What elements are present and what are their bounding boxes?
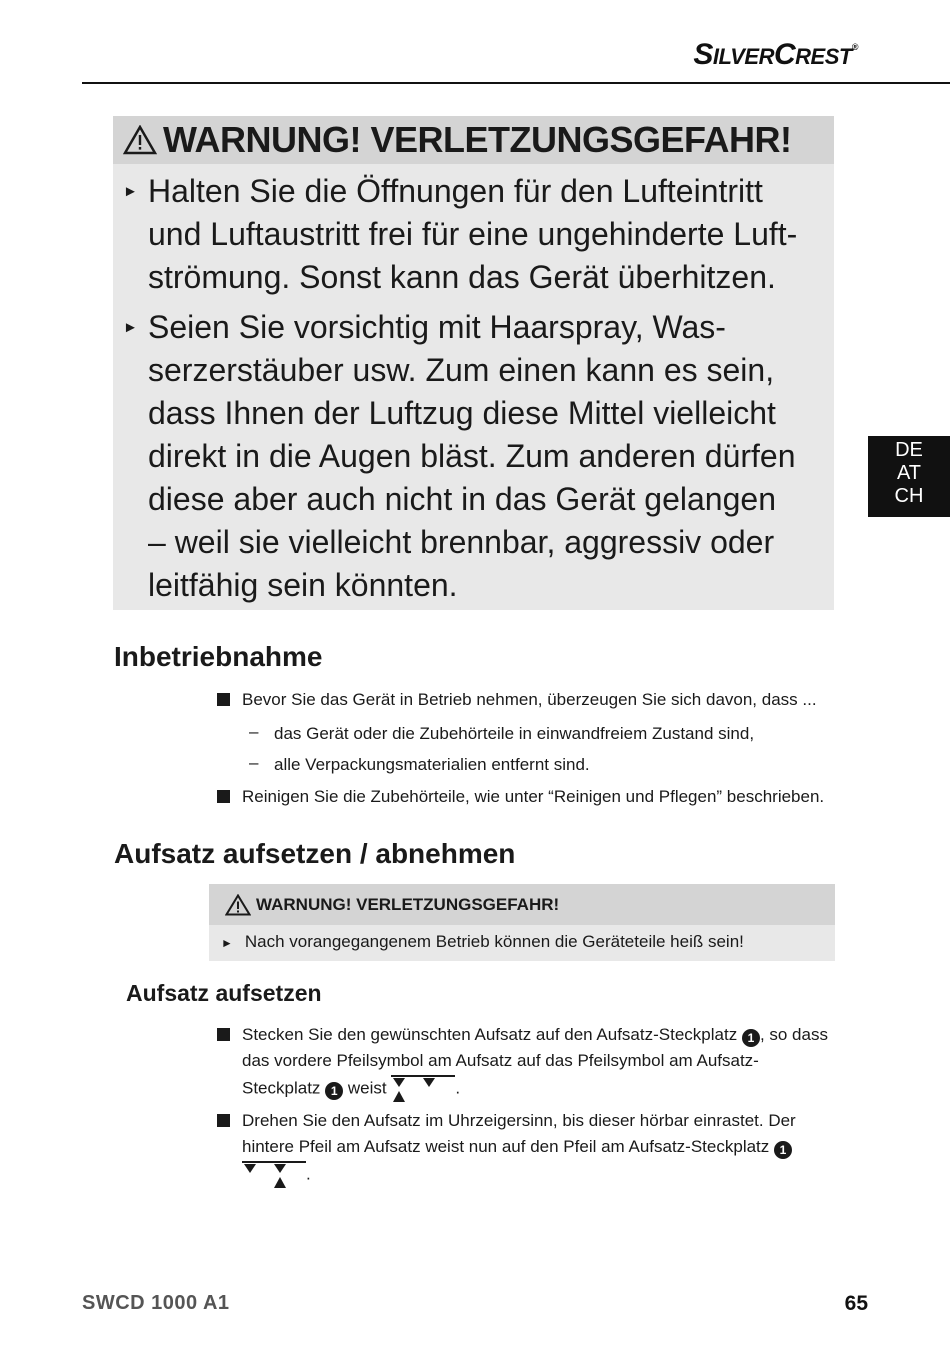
square-bullet-icon	[217, 693, 230, 706]
arrow-bullet-icon: ►	[123, 183, 138, 200]
warning-line: – weil sie vielleicht brennbar, aggressiv oder	[148, 524, 775, 560]
subsection-title-aufsatz-aufsetzen: Aufsatz aufsetzen	[126, 980, 322, 1006]
brand-rest-ilver: ILVER	[712, 44, 774, 69]
lang-at: AT	[896, 462, 922, 484]
brand-initial-c: C	[774, 38, 796, 71]
warning-line: leitfähig sein könnten.	[148, 567, 458, 603]
language-tab	[868, 436, 950, 517]
model-number: SWCD 1000 A1	[82, 1292, 230, 1314]
ref-number-badge: 1	[774, 1141, 792, 1159]
text-segment: Drehen Sie den Aufsatz im Uhrzeigersinn, bis dieser hörbar einrastet. Der hintere Pfeil am Aufsatz weist nun auf den Pfeil am Aufsatz-Steckplatz	[242, 1111, 796, 1156]
instruction-item	[242, 1108, 832, 1190]
square-bullet-icon	[217, 1114, 230, 1127]
instruction-item	[242, 1022, 832, 1104]
warning-heading	[113, 116, 834, 164]
warning-triangle-icon	[123, 125, 157, 155]
warning-title: WARNUNG! VERLETZUNGSGEFAHR!	[163, 119, 792, 160]
text-segment: .	[306, 1164, 311, 1184]
warning-line: Halten Sie die Öffnungen für den Lufteintritt	[148, 173, 763, 209]
lang-ch: CH	[894, 485, 924, 507]
sub-item: alle Verpackungsmaterialien entfernt sind.	[274, 755, 590, 774]
warning-item	[113, 170, 834, 299]
warning-line: und Luftaustritt frei für eine ungehinderte Luft-	[148, 216, 798, 252]
text-segment: .	[455, 1078, 461, 1098]
warning-line: diese aber auch nicht in das Gerät gelangen	[148, 481, 776, 517]
warning-item	[113, 306, 834, 607]
warning-line: direkt in die Augen bläst. Zum anderen dürfen	[148, 438, 796, 474]
lang-de: DE	[895, 439, 923, 461]
warning-line: serzerstäuber usw. Zum einen kann es sein,	[148, 352, 775, 388]
arrow-bullet-icon: ►	[221, 936, 233, 950]
text-segment: , so dass das vordere Pfeilsymbol am Aufsatz auf das Pfeilsymbol am Aufsatz-Steckplatz	[242, 1025, 828, 1098]
warning-triangle-icon	[225, 894, 251, 916]
instruction-item: Reinigen Sie die Zubehörteile, wie unter “Reinigen und Pflegen” beschrieben.	[242, 787, 825, 806]
arrow-bullet-icon: ►	[123, 319, 138, 336]
ref-number-badge: 1	[325, 1082, 343, 1100]
warning-line: Seien Sie vorsichtig mit Haarspray, Was-	[148, 309, 726, 345]
instruction-item: Bevor Sie das Gerät in Betrieb nehmen, überzeugen Sie sich davon, dass ...	[242, 690, 817, 709]
section-title-inbetriebnahme: Inbetriebnahme	[114, 641, 323, 672]
warning-line-small	[209, 925, 835, 952]
dash-bullet-icon: –	[249, 753, 259, 772]
text-segment: Stecken Sie den gewünschten Aufsatz auf den Aufsatz-Steckplatz	[242, 1025, 738, 1044]
section-title-aufsatz: Aufsatz aufsetzen / abnehmen	[114, 838, 516, 869]
text-segment: weist	[347, 1078, 387, 1098]
warning-line: strömung. Sonst kann das Gerät überhitzen.	[148, 259, 776, 295]
warning-title-small: WARNUNG! VERLETZUNGSGEFAHR!	[256, 894, 560, 914]
brand-rest-rest: REST	[795, 44, 852, 69]
warning-box-small	[209, 884, 835, 961]
arrow-alignment-symbol-icon	[391, 1074, 455, 1104]
registered-mark: ®	[851, 42, 858, 52]
warning-text-small: Nach vorangegangenem Betrieb können die Geräteteile heiß sein!	[244, 932, 744, 951]
dash-bullet-icon: –	[249, 722, 259, 741]
warning-list	[113, 164, 834, 607]
square-bullet-icon	[217, 790, 230, 803]
square-bullet-icon	[217, 1028, 230, 1041]
warning-box-main	[113, 116, 834, 610]
warning-heading-small	[209, 884, 835, 925]
header-rule	[82, 82, 950, 84]
warning-line: dass Ihnen der Luftzug diese Mittel vielleicht	[148, 395, 776, 431]
brand-logo	[693, 38, 858, 72]
brand-initial-s: S	[693, 38, 713, 71]
sub-item: das Gerät oder die Zubehörteile in einwandfreiem Zustand sind,	[274, 724, 755, 743]
arrow-alignment-symbol-icon	[242, 1160, 306, 1190]
page-number: 65	[844, 1292, 868, 1315]
ref-number-badge: 1	[742, 1029, 760, 1047]
